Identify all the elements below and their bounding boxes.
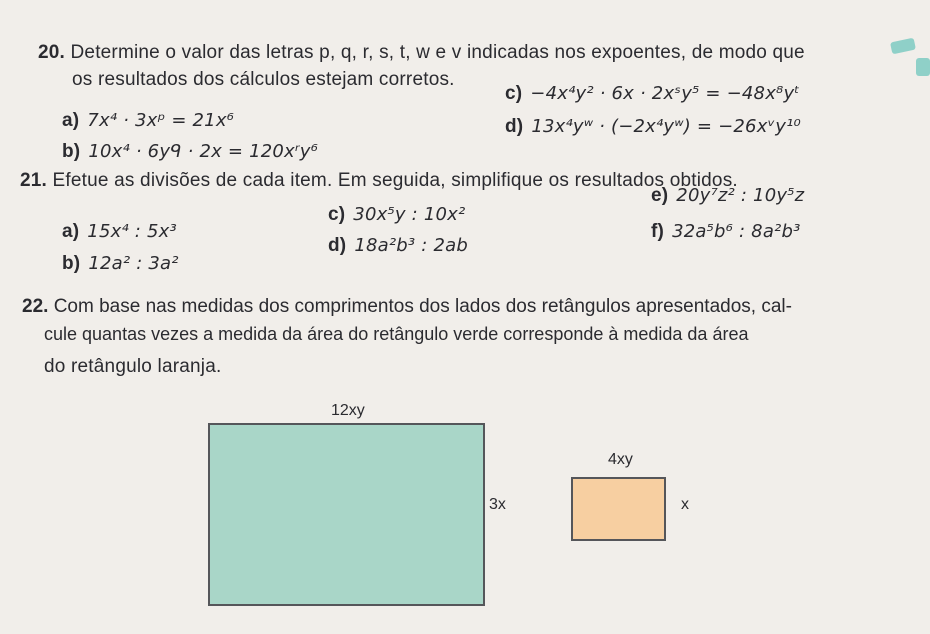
q22-text-line1: Com base nas medidas dos comprimentos dos lados dos retângulos apresentados, cal- xyxy=(53,296,792,317)
q21-line xyxy=(20,170,738,192)
green-height-label: 3x xyxy=(489,496,506,513)
q21-number: 21. xyxy=(20,170,48,191)
q21-b-expr: 12a² : 3a² xyxy=(88,253,179,274)
q21-text: Efetue as divisões de cada item. Em seguida, simplifique os resultados obtidos. xyxy=(52,170,738,191)
q21-d-expr: 18a²b³ : 2ab xyxy=(354,235,468,256)
q21-b-label: b) xyxy=(62,253,81,274)
q21-d-label: d) xyxy=(328,235,347,256)
q22-number: 22. xyxy=(22,296,49,317)
q21-item-a xyxy=(62,221,177,243)
q20-b-expr: 10x⁴ · 6yᑫ · 2x = 120xʳy⁶ xyxy=(88,141,319,162)
q21-a-expr: 15x⁴ : 5x³ xyxy=(87,221,177,242)
q21-a-label: a) xyxy=(62,221,80,242)
q21-item-f xyxy=(651,221,801,243)
q22-line1 xyxy=(22,296,792,318)
green-width-label: 12xy xyxy=(331,402,365,419)
q21-item-d xyxy=(328,235,468,257)
q21-item-c xyxy=(328,204,465,226)
q20-c-label: c) xyxy=(505,83,523,104)
q20-a-expr: 7x⁴ · 3xᵖ = 21x⁶ xyxy=(87,110,235,131)
orange-rectangle xyxy=(571,477,666,541)
margin-bar-mark-2 xyxy=(916,58,930,76)
q22-text-line2: cule quantas vezes a medida da área do retângulo verde corresponde à medida da área xyxy=(44,324,749,344)
q20-a-label: a) xyxy=(62,110,80,131)
q20-d-label: d) xyxy=(505,116,524,137)
q21-c-expr: 30x⁵y : 10x² xyxy=(353,204,466,225)
q21-item-b xyxy=(62,253,179,275)
q21-c-label: c) xyxy=(328,204,346,225)
q21-e-label: e) xyxy=(651,185,669,206)
q20-c-expr: −4x⁴y² · 6x · 2xˢy⁵ = −48x⁸yᵗ xyxy=(530,83,800,104)
margin-bar-mark xyxy=(890,38,916,55)
q20-b-label: b) xyxy=(62,141,81,162)
q20-number: 20. xyxy=(38,42,66,63)
q22-text-line3: do retângulo laranja. xyxy=(44,356,222,377)
orange-width-label: 4xy xyxy=(608,451,633,468)
orange-height-label: x xyxy=(681,496,689,513)
q20-item-c xyxy=(505,83,800,105)
q20-d-expr: 13x⁴yʷ · (−2x⁴yʷ) = −26xᵛy¹⁰ xyxy=(531,116,801,137)
q20-item-a xyxy=(62,110,234,132)
q21-e-expr: 20y⁷z² : 10y⁵z xyxy=(676,185,805,206)
q20-text-line1: Determine o valor das letras p, q, r, s, t, w e v indicadas nos expoentes, de modo que xyxy=(70,42,805,63)
q20-item-b xyxy=(62,141,318,163)
q21-f-expr: 32a⁵b⁶ : 8a²b³ xyxy=(672,221,801,242)
q20-line1 xyxy=(38,42,805,64)
q20-item-d xyxy=(505,116,801,138)
q21-item-e xyxy=(651,185,804,207)
q21-f-label: f) xyxy=(651,221,665,242)
q20-text-line2: os resultados dos cálculos estejam corretos. xyxy=(72,69,455,90)
green-rectangle xyxy=(208,423,485,606)
